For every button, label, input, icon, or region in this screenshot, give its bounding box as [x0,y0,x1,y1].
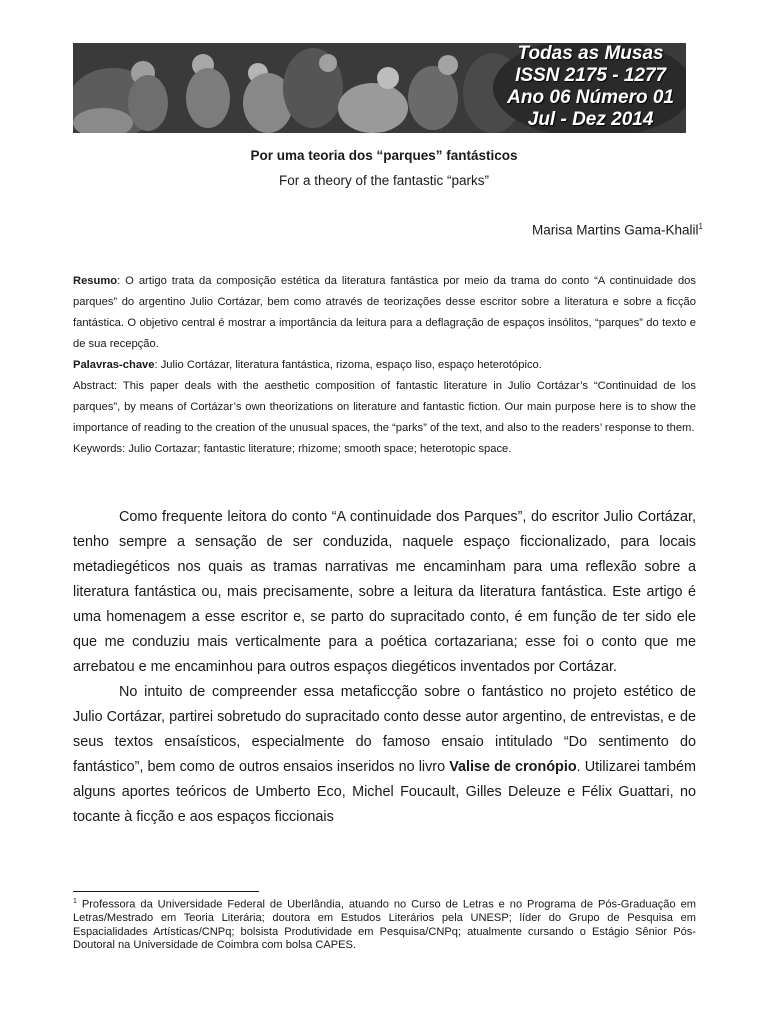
book-title-valise: Valise de cronópio [449,759,577,775]
journal-issue: Ano 06 Número 01 [507,87,674,108]
footnote-text: Professora da Universidade Federal de Uberlândia, atuando no Curso de Letras e no Programa de Pós-Graduação em Letras/Mestrado em Teoria Literária; doutora em Estudos Literários pela UNESP; líder do Grupo de Pesquisa em Espacialidades Artísticas/CNPq; bolsista Produtividade em Pesquisa/CNPq; atualmente cursando o Estágio Sênior Pós-Doutoral na Universidade de Coimbra com bolsa CAPES. [73,898,696,952]
article-author [532,222,703,238]
abstract-section [73,271,696,460]
body-paragraph-2 [73,680,696,830]
footnote-number: 1 [73,898,77,905]
body-paragraph-2-start: No intuito de compreender essa metaficcção sobre o fantástico no projeto estético de Julio Cortázar, partirei sobretudo do supracitado conto desse autor argentino, de entrevistas, e de seus textos ensaísticos, especialmente do famoso ensaio intitulado “Do sentimento do fantástico”, bem como de outros ensaios inseridos no livro [73,684,696,775]
journal-info [507,43,674,131]
resumo-paragraph [73,271,696,355]
keywords-en-paragraph: Keywords: Julio Cortazar; fantastic literature; rhizome; smooth space; heterotopic space. [73,443,512,455]
journal-header-banner [73,43,686,133]
resumo-text: : O artigo trata da composição estética da literatura fantástica por meio da trama do conto “A continuidade dos parques” do argentino Julio Cortázar, bem como através de teorizações desse escritor sobre a literatura e sobre a ficção fantástica. O objetivo central é mostrar a importância da leitura para a deflagração de espaços insólitos, “parques” do texto e de sua recepção. [73,275,696,350]
body-paragraph-2-end: . Utilizarei também alguns aportes teóricos de Umberto Eco, Michel Foucault, Gilles Deleuze e Félix Guattari, no tocante à ficção e aos espaços ficcionais [73,759,697,825]
keywords-pt-paragraph [73,355,696,376]
footnote [73,895,696,953]
author-name: Marisa Martins Gama-Khalil [532,222,699,238]
journal-name: Todas as Musas [517,43,664,64]
journal-issn: ISSN 2175 - 1277 [515,65,667,86]
article-body [73,505,696,830]
footnote-divider [73,891,259,892]
keywords-pt-text: : Julio Cortázar, literatura fantástica, rizoma, espaço liso, espaço heterotópico. [154,359,542,371]
author-footnote-ref[interactable]: 1 [698,222,703,231]
resumo-label: Resumo [73,275,118,287]
abstract-en-paragraph: Abstract: This paper deals with the aesthetic composition of fantastic literature in Julio Cortázar’s “Continuidad de los parques”, by means of Cortázar’s own theorizations on literature and fantastic fiction. Our main purpose here is to show the importance of reading to the creation of the unusual spaces, the “parks” of the text, and also to the readers’ response to them. [73,380,696,434]
keywords-pt-label: Palavras-chave [73,359,155,371]
article-subtitle: For a theory of the fantastic “parks” [278,173,490,188]
body-paragraph-1: Como frequente leitora do conto “A continuidade dos Parques”, do escritor Julio Cortázar, tenho sempre a sensação de ser conduzida, naquele espaço ficcionalizado, para locais metadiegéticos nos quais as tramas narrativas me encaminham para uma reflexão sobre a literatura fantástica ou, mais precisamente, sobre a leitura da literatura fantástica. Este artigo é uma homenagem a esse escritor e, se parto do supracitado conto, é em função de ter sido ele que me conduziu mais verticalmente para a poética cortazariana; esse foi o conto que me arrebatou e me encaminhou para outros espaços diegéticos inventados por Cortázar. [73,509,696,675]
journal-period: Jul - Dez 2014 [527,109,654,130]
article-title: Por uma teoria dos “parques” fantásticos [250,148,518,163]
